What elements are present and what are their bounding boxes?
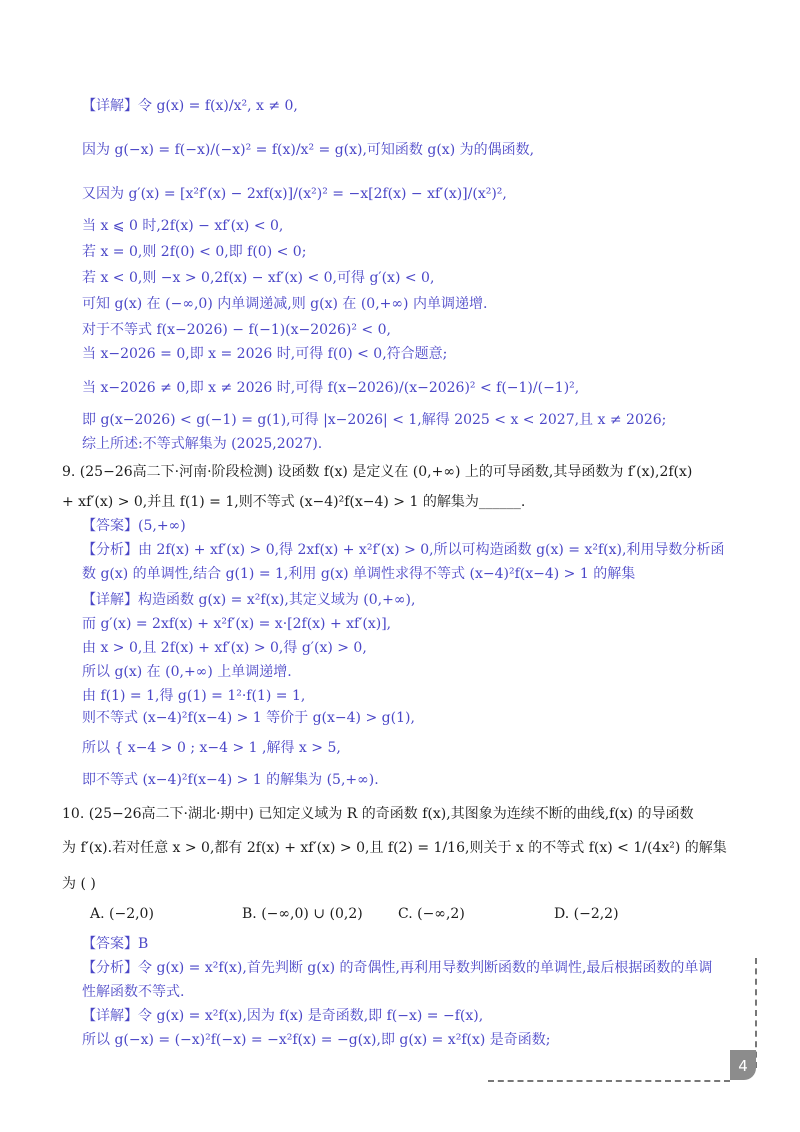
solution-line: 可知 g(x) 在 (−∞,0) 内单调递减,则 g(x) 在 (0,+∞) 内单调递增. <box>82 296 488 312</box>
solution-line: 由 x > 0,且 2f(x) + xf′(x) > 0,得 g′(x) > 0, <box>82 640 367 656</box>
solution-line: 又因为 g′(x) = [x²f′(x) − 2xf(x)]/(x²)² = −x[2f(x) − xf′(x)]/(x²)², <box>82 186 507 202</box>
solution-line: 性解函数不等式. <box>82 984 185 1000</box>
solution-line: 【答案】(5,+∞) <box>82 518 186 534</box>
answer-option-a: A. (−2,0) <box>90 906 154 922</box>
question-line: 10. (25−26高二下·湖北·期中) 已知定义域为 R 的奇函数 f(x),其图象为连续不断的曲线,f(x) 的导函数 <box>62 806 694 822</box>
solution-line: 对于不等式 f(x−2026) − f(−1)(x−2026)² < 0, <box>82 322 391 338</box>
answer-option-d: D. (−2,2) <box>554 906 619 922</box>
solution-line: 所以 g(x) 在 (0,+∞) 上单调递增. <box>82 664 292 680</box>
question-line: 为 ( ) <box>62 876 96 892</box>
solution-line: 则不等式 (x−4)²f(x−4) > 1 等价于 g(x−4) > g(1), <box>82 710 415 726</box>
solution-line: 当 x ⩽ 0 时,2f(x) − xf′(x) < 0, <box>82 218 284 234</box>
solution-line: 【详解】构造函数 g(x) = x²f(x),其定义域为 (0,+∞), <box>82 592 416 608</box>
solution-line: 由 f(1) = 1,得 g(1) = 1²·f(1) = 1, <box>82 688 306 704</box>
solution-line: 【分析】令 g(x) = x²f(x),首先判断 g(x) 的奇偶性,再利用导数判断函数的单调性,最后根据函数的单调 <box>82 960 713 976</box>
solution-line: 若 x < 0,则 −x > 0,2f(x) − xf′(x) < 0,可得 g′(x) < 0, <box>82 270 435 286</box>
solution-line: 即 g(x−2026) < g(−1) = g(1),可得 |x−2026| < 1,解得 2025 < x < 2027,且 x ≠ 2026; <box>82 412 667 428</box>
solution-line: 【分析】由 2f(x) + xf′(x) > 0,得 2xf(x) + x²f′(x) > 0,所以可构造函数 g(x) = x²f(x),利用导数分析函 <box>82 542 725 558</box>
solution-line: 【答案】B <box>82 936 149 952</box>
solution-line: 即不等式 (x−4)²f(x−4) > 1 的解集为 (5,+∞). <box>82 772 379 788</box>
question-line: 为 f′(x).若对任意 x > 0,都有 2f(x) + xf′(x) > 0,且 f(2) = 1/16,则关于 x 的不等式 f(x) < 1/(4x²) 的解集 <box>62 840 727 856</box>
answer-option-b: B. (−∞,0) ∪ (0,2) <box>242 906 363 922</box>
question-line: + xf′(x) > 0,并且 f(1) = 1,则不等式 (x−4)²f(x−4) > 1 的解集为______. <box>62 494 526 510</box>
solution-line: 因为 g(−x) = f(−x)/(−x)² = f(x)/x² = g(x),可知函数 g(x) 为的偶函数, <box>82 142 535 158</box>
question-line: 9. (25−26高二下·河南·阶段检测) 设函数 f(x) 是定义在 (0,+∞) 上的可导函数,其导函数为 f′(x),2f(x) <box>62 464 693 480</box>
dashed-border-horizontal <box>488 1080 730 1082</box>
solution-line: 所以 g(−x) = (−x)²f(−x) = −x²f(x) = −g(x),即 g(x) = x²f(x) 是奇函数; <box>82 1032 551 1048</box>
answer-option-c: C. (−∞,2) <box>398 906 465 922</box>
solution-line: 而 g′(x) = 2xf(x) + x²f′(x) = x·[2f(x) + xf′(x)], <box>82 616 392 632</box>
solution-line: 当 x−2026 ≠ 0,即 x ≠ 2026 时,可得 f(x−2026)/(x−2026)² < f(−1)/(−1)², <box>82 380 580 396</box>
solution-line: 【详解】令 g(x) = x²f(x),因为 f(x) 是奇函数,即 f(−x) = −f(x), <box>82 1008 484 1024</box>
solution-line: 若 x = 0,则 2f(0) < 0,即 f(0) < 0; <box>82 244 307 260</box>
page-number: 4 <box>730 1050 756 1080</box>
solution-line: 数 g(x) 的单调性,结合 g(1) = 1,利用 g(x) 单调性求得不等式 (x−4)²f(x−4) > 1 的解集 <box>82 566 636 582</box>
solution-line: 【详解】令 g(x) = f(x)/x², x ≠ 0, <box>82 98 298 114</box>
solution-line: 当 x−2026 = 0,即 x = 2026 时,可得 f(0) < 0,符合题意; <box>82 346 448 362</box>
solution-line: 所以 { x−4 > 0 ; x−4 > 1 ,解得 x > 5, <box>82 740 341 756</box>
solution-line: 综上所述:不等式解集为 (2025,2027). <box>82 436 323 452</box>
